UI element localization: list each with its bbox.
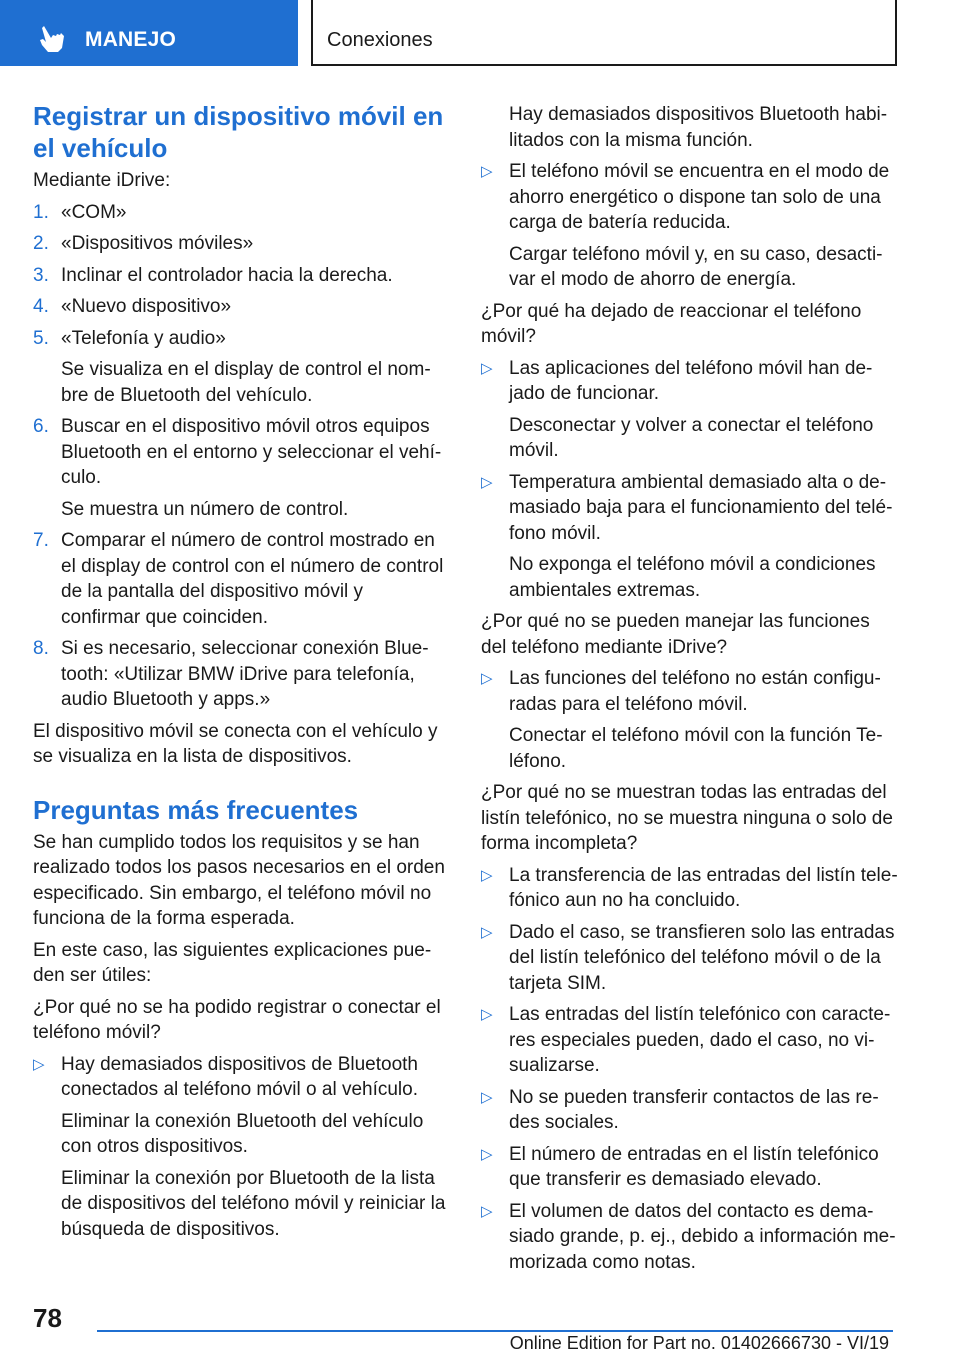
chapter-label: MANEJO — [85, 28, 177, 51]
answer-text: Dado el caso, se transfieren solo las entradas del listín telefónico del teléfono móvil o de la tarjeta SIM. — [509, 921, 895, 994]
step-number: 6. — [33, 416, 49, 437]
list-item — [33, 263, 447, 289]
step-number: 7. — [33, 530, 49, 551]
answer-list — [481, 666, 899, 774]
answer-text: Las aplicaciones del teléfono móvil han dejado de funcionar. — [509, 357, 873, 404]
list-item — [481, 863, 899, 914]
step-number: 1. — [33, 201, 49, 223]
answer-remedy: Conectar el teléfono móvil con la función Teléfono. — [509, 725, 883, 772]
triangle-bullet-icon: ▷ — [481, 473, 493, 491]
heading-register-device: Registrar un dispositivo móvil en el vehículo — [33, 101, 444, 163]
step-text: Si es necesario, seleccionar conexión Bluetooth: «Utilizar BMW iDrive para telefonía, audio Bluetooth y apps.» — [61, 638, 429, 710]
answer-list — [481, 356, 899, 604]
answer-remedy: Desconectar y volver a conectar el teléfono móvil. — [509, 414, 874, 461]
triangle-bullet-icon: ▷ — [481, 670, 493, 687]
list-item — [481, 159, 899, 293]
faq-question: ¿Por qué no se muestran todas las entradas del listín telefónico, no se muestra ninguna o solo de forma incompleta? — [481, 782, 893, 854]
faq-question: ¿Por qué ha dejado de reaccionar el teléfono móvil? — [481, 300, 862, 347]
answer-remedy: No exponga el teléfono móvil a condiciones ambientales extremas. — [509, 554, 876, 601]
list-item — [481, 1142, 899, 1193]
step-text: «COM» — [61, 201, 127, 223]
triangle-bullet-icon: ▷ — [481, 1088, 493, 1106]
step-text: Inclinar el controlador hacia la derecha. — [61, 264, 393, 286]
step-text: «Nuevo dispositivo» — [61, 296, 232, 317]
list-item — [481, 666, 899, 774]
answer-remedy: Eliminar la conexión Bluetooth del vehículo con otros dispositivos. — [61, 1110, 424, 1157]
step-number: 5. — [33, 327, 49, 349]
heading-faq: Preguntas más frecuentes — [33, 794, 359, 825]
list-item — [481, 1199, 899, 1276]
answer-text: El teléfono móvil se encuentra en el modo de ahorro energético o dispone tan solo de una carga de batería reducida. — [509, 161, 890, 233]
triangle-bullet-icon: ▷ — [481, 1145, 493, 1163]
answer-text: No se pueden transferir contactos de las redes sociales. — [509, 1086, 879, 1133]
triangle-bullet-icon: ▷ — [481, 1006, 493, 1023]
step-result: Se visualiza en el display de control el nombre de Bluetooth del vehículo. — [61, 359, 431, 406]
answer-list — [481, 159, 899, 293]
faq-question: ¿Por qué no se pueden manejar las funciones del teléfono mediante iDrive? — [481, 611, 870, 658]
list-item — [33, 1052, 447, 1243]
paragraph: En este caso, las siguientes explicaciones pueden ser útiles: — [33, 939, 432, 986]
paragraph: Se han cumplido todos los requisitos y se han realizado todos los pasos necesarios en el orden especificado. Sin embargo, el teléfono móvil no funciona de la forma esperada. — [33, 831, 445, 929]
list-item — [481, 470, 899, 604]
step-text: «Telefonía y audio» — [61, 327, 226, 349]
step-result: Se muestra un número de control. — [61, 498, 349, 520]
page-number: 78 — [33, 1303, 62, 1333]
left-column — [33, 100, 447, 1248]
answer-remedy: Eliminar la conexión por Bluetooth de la lista de dispositivos del teléfono móvil y reiniciar la búsqueda de dispositivos. — [61, 1167, 446, 1240]
list-item — [33, 231, 447, 257]
intro-text: Mediante iDrive: — [33, 170, 171, 191]
step-number: 4. — [33, 296, 49, 317]
triangle-bullet-icon: ▷ — [481, 163, 493, 180]
answer-list — [481, 863, 899, 1276]
list-item — [33, 294, 447, 320]
section-header — [311, 0, 897, 66]
step-text: Buscar en el dispositivo móvil otros equipos Bluetooth en el entorno y seleccionar el vehículo. — [61, 416, 442, 488]
list-item — [481, 356, 899, 464]
faq-question: ¿Por qué no se ha podido registrar o conectar el teléfono móvil? — [33, 996, 441, 1043]
list-item — [33, 528, 447, 630]
step-text: Comparar el número de control mostrado en el display de control con el número de control de la pantalla del dispositivo móvil y confirmar que coinciden. — [61, 530, 444, 628]
answer-continuation: Hay demasiados dispositivos Bluetooth habilitados con la misma función. — [509, 104, 888, 151]
steps-list — [33, 200, 447, 713]
list-item — [481, 920, 899, 997]
answer-text: La transferencia de las entradas del listín telefónico aun no ha concluido. — [509, 864, 898, 911]
chapter-tab[interactable] — [0, 0, 298, 66]
list-item — [33, 636, 447, 713]
answer-text: Las entradas del listín telefónico con caracteres especiales pueden, dado el caso, no visualizarse. — [509, 1004, 891, 1076]
step-number: 8. — [33, 638, 49, 659]
answer-text: Temperatura ambiental demasiado alta o demasiado baja para el funcionamiento del teléfono móvil. — [509, 471, 893, 544]
step-number: 2. — [33, 233, 49, 254]
triangle-bullet-icon: ▷ — [481, 866, 493, 884]
triangle-bullet-icon: ▷ — [481, 1202, 493, 1220]
list-item — [481, 1002, 899, 1079]
list-item — [33, 200, 447, 226]
triangle-bullet-icon: ▷ — [481, 923, 493, 941]
step-text: «Dispositivos móviles» — [61, 233, 254, 254]
list-item — [33, 326, 447, 409]
answer-text: El volumen de datos del contacto es demasiado grande, p. ej., debido a información memorizada como notas. — [509, 1200, 896, 1273]
step-number: 3. — [33, 264, 49, 286]
section-title: Conexiones — [327, 29, 433, 51]
paragraph: El dispositivo móvil se conecta con el vehículo y se visualiza en la lista de dispositivos. — [33, 720, 438, 767]
answer-text: Hay demasiados dispositivos de Bluetooth conectados al teléfono móvil o al vehículo. — [61, 1053, 418, 1100]
answer-text: El número de entradas en el listín telefónico que transferir es demasiado elevado. — [509, 1143, 879, 1190]
edition-footer: Online Edition for Part no. 01402666730 - VI/19 — [509, 1333, 889, 1353]
answer-list — [33, 1052, 447, 1243]
triangle-bullet-icon: ▷ — [481, 359, 493, 377]
list-item — [481, 1085, 899, 1136]
footer-divider — [97, 1330, 893, 1332]
list-item — [33, 414, 447, 522]
answer-text: Las funciones del teléfono no están configuradas para el teléfono móvil. — [509, 668, 881, 715]
answer-remedy: Cargar teléfono móvil y, en su caso, desactivar el modo de ahorro de energía. — [509, 243, 883, 290]
triangle-bullet-icon: ▷ — [33, 1055, 45, 1073]
right-column — [481, 102, 899, 1281]
pointing-hand-icon — [36, 24, 66, 54]
